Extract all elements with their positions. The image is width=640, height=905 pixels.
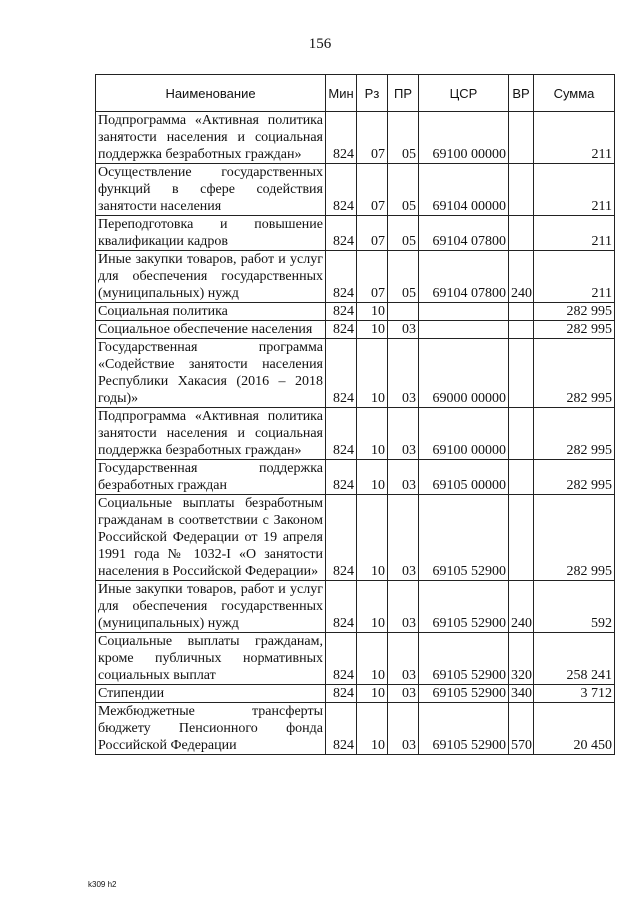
row-sum: 282 995 <box>534 495 615 581</box>
row-name: Переподготовка и повышение квалификации кадров <box>96 216 326 251</box>
row-csr: 69105 52900 <box>419 495 509 581</box>
table-row <box>96 703 615 755</box>
row-rz: 10 <box>357 685 388 703</box>
row-pr: 05 <box>388 112 419 164</box>
row-pr: 03 <box>388 581 419 633</box>
row-csr <box>419 321 509 339</box>
row-pr: 05 <box>388 251 419 303</box>
row-sum: 211 <box>534 251 615 303</box>
row-rz: 10 <box>357 633 388 685</box>
row-csr: 69104 07800 <box>419 216 509 251</box>
row-name: Государственная поддержка безработных граждан <box>96 460 326 495</box>
row-csr: 69105 52900 <box>419 685 509 703</box>
row-vr <box>509 460 534 495</box>
row-name: Межбюджетные трансферты бюджету Пенсионного фонда Российской Федерации <box>96 703 326 755</box>
row-rz: 10 <box>357 495 388 581</box>
row-sum: 282 995 <box>534 339 615 408</box>
row-min: 824 <box>326 581 357 633</box>
row-sum: 282 995 <box>534 408 615 460</box>
row-rz: 07 <box>357 251 388 303</box>
row-vr: 570 <box>509 703 534 755</box>
row-rz: 07 <box>357 216 388 251</box>
row-csr: 69105 52900 <box>419 703 509 755</box>
row-csr: 69104 07800 <box>419 251 509 303</box>
row-pr: 03 <box>388 339 419 408</box>
row-min: 824 <box>326 216 357 251</box>
row-min: 824 <box>326 460 357 495</box>
table-header-row <box>96 75 615 112</box>
row-pr: 03 <box>388 460 419 495</box>
row-min: 824 <box>326 321 357 339</box>
header-pr: ПР <box>388 75 419 112</box>
header-min: Мин <box>326 75 357 112</box>
row-vr: 240 <box>509 581 534 633</box>
row-pr <box>388 303 419 321</box>
row-min: 824 <box>326 339 357 408</box>
table-row <box>96 460 615 495</box>
row-min: 824 <box>326 633 357 685</box>
row-csr: 69100 00000 <box>419 112 509 164</box>
row-vr <box>509 408 534 460</box>
row-pr: 03 <box>388 408 419 460</box>
row-name: Социальные выплаты гражданам, кроме публичных нормативных социальных выплат <box>96 633 326 685</box>
table-row <box>96 633 615 685</box>
row-name: Подпрограмма «Активная политика занятости населения и социальная поддержка безработных граждан» <box>96 112 326 164</box>
table-row <box>96 685 615 703</box>
row-csr: 69100 00000 <box>419 408 509 460</box>
header-csr: ЦСР <box>419 75 509 112</box>
row-vr <box>509 112 534 164</box>
row-rz: 10 <box>357 408 388 460</box>
row-pr: 03 <box>388 703 419 755</box>
table-row <box>96 495 615 581</box>
row-csr: 69000 00000 <box>419 339 509 408</box>
row-vr <box>509 303 534 321</box>
row-name: Социальная политика <box>96 303 326 321</box>
row-csr: 69104 00000 <box>419 164 509 216</box>
page-number: 156 <box>308 36 332 52</box>
row-csr: 69105 52900 <box>419 633 509 685</box>
row-min: 824 <box>326 251 357 303</box>
row-sum: 211 <box>534 216 615 251</box>
row-rz: 10 <box>357 581 388 633</box>
row-rz: 10 <box>357 339 388 408</box>
row-pr: 03 <box>388 685 419 703</box>
row-min: 824 <box>326 703 357 755</box>
row-sum: 282 995 <box>534 303 615 321</box>
header-sum: Сумма <box>534 75 615 112</box>
row-vr <box>509 164 534 216</box>
header-vr: ВР <box>509 75 534 112</box>
row-vr <box>509 339 534 408</box>
row-pr: 03 <box>388 495 419 581</box>
row-sum: 211 <box>534 164 615 216</box>
row-rz: 10 <box>357 460 388 495</box>
row-vr <box>509 495 534 581</box>
row-csr: 69105 00000 <box>419 460 509 495</box>
table-row <box>96 321 615 339</box>
row-rz: 10 <box>357 303 388 321</box>
table-row <box>96 164 615 216</box>
row-sum: 282 995 <box>534 460 615 495</box>
row-rz: 10 <box>357 321 388 339</box>
table-row <box>96 408 615 460</box>
row-sum: 282 995 <box>534 321 615 339</box>
table-row <box>96 303 615 321</box>
row-min: 824 <box>326 164 357 216</box>
row-sum: 20 450 <box>534 703 615 755</box>
row-name: Иные закупки товаров, работ и услуг для обеспечения государственных (муниципальных) нужд <box>96 581 326 633</box>
table-row <box>96 581 615 633</box>
row-sum: 211 <box>534 112 615 164</box>
row-min: 824 <box>326 303 357 321</box>
row-vr <box>509 321 534 339</box>
row-vr: 320 <box>509 633 534 685</box>
header-name: Наименование <box>96 75 326 112</box>
row-pr: 03 <box>388 321 419 339</box>
row-csr <box>419 303 509 321</box>
budget-table <box>95 74 615 755</box>
row-sum: 3 712 <box>534 685 615 703</box>
row-name: Социальные выплаты безработным гражданам в соответствии с Законом Российской Федерации от 19 апреля 1991 года № 1032-I «О занятости населения в Российской Федерации» <box>96 495 326 581</box>
row-sum: 592 <box>534 581 615 633</box>
table-row <box>96 112 615 164</box>
row-name: Подпрограмма «Активная политика занятости населения и социальная поддержка безработных граждан» <box>96 408 326 460</box>
row-name: Социальное обеспечение населения <box>96 321 326 339</box>
row-csr: 69105 52900 <box>419 581 509 633</box>
row-vr: 240 <box>509 251 534 303</box>
table-row <box>96 216 615 251</box>
row-vr <box>509 216 534 251</box>
row-name: Государственная программа «Содействие занятости населения Республики Хакасия (2016 – 2018 годы)» <box>96 339 326 408</box>
row-min: 824 <box>326 495 357 581</box>
row-pr: 05 <box>388 216 419 251</box>
table-row <box>96 251 615 303</box>
row-pr: 05 <box>388 164 419 216</box>
row-min: 824 <box>326 112 357 164</box>
row-min: 824 <box>326 408 357 460</box>
row-rz: 10 <box>357 703 388 755</box>
row-vr: 340 <box>509 685 534 703</box>
row-pr: 03 <box>388 633 419 685</box>
footer-code: k309 h2 <box>88 880 117 889</box>
row-name: Стипендии <box>96 685 326 703</box>
row-rz: 07 <box>357 164 388 216</box>
header-rz: Рз <box>357 75 388 112</box>
row-rz: 07 <box>357 112 388 164</box>
row-name: Иные закупки товаров, работ и услуг для обеспечения государственных (муниципальных) нужд <box>96 251 326 303</box>
row-min: 824 <box>326 685 357 703</box>
row-name: Осуществление государственных функций в сфере содействия занятости населения <box>96 164 326 216</box>
table-row <box>96 339 615 408</box>
row-sum: 258 241 <box>534 633 615 685</box>
